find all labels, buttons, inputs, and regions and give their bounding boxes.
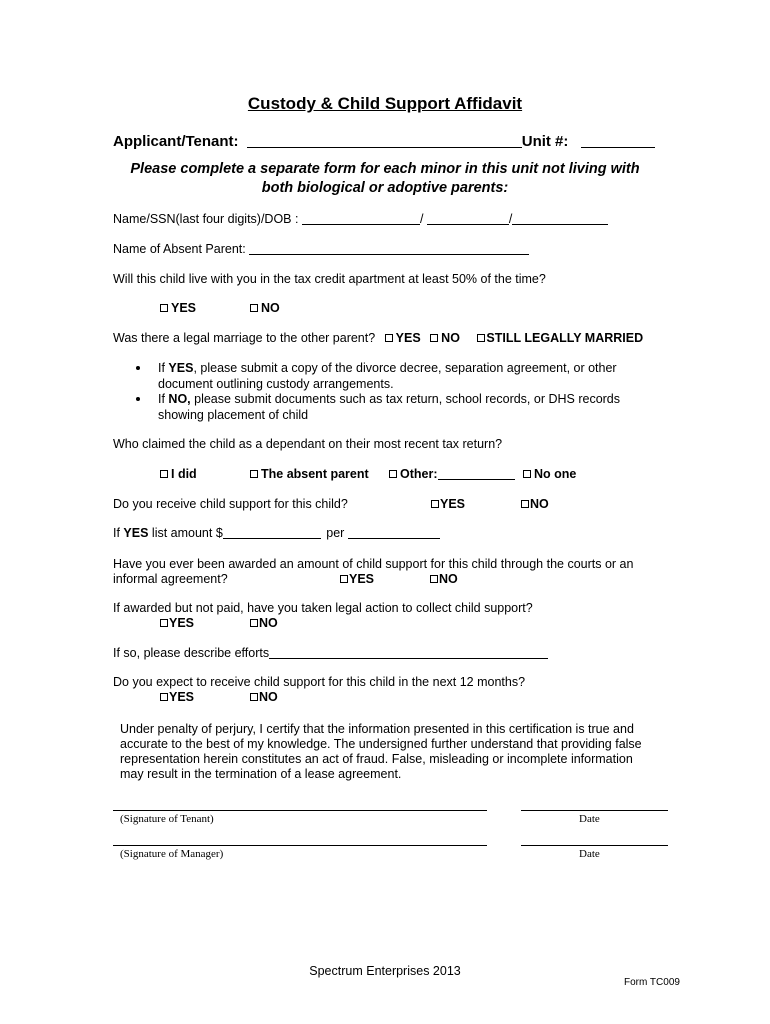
question-support: Do you receive child support for this child?	[113, 497, 348, 511]
option-label: YES	[169, 690, 195, 704]
perjury-line: may result in the termination of a lease agreement.	[120, 767, 402, 781]
unit-field[interactable]	[581, 147, 655, 148]
question-marriage	[113, 331, 643, 345]
applicant-row	[113, 133, 655, 150]
claimed-no-one-option[interactable]	[523, 467, 576, 481]
tenant-signature-label: (Signature of Tenant)	[120, 813, 214, 825]
form-title: Custody & Child Support Affidavit	[247, 94, 523, 113]
bullet-no	[158, 392, 620, 423]
option-label: I did	[171, 467, 197, 481]
checkbox-icon[interactable]	[430, 575, 438, 583]
applicant-label: Applicant/Tenant:	[113, 133, 239, 150]
claimed-absent-parent-option[interactable]	[250, 467, 369, 481]
option-label: NO	[259, 690, 278, 704]
checkbox-icon[interactable]	[340, 575, 348, 583]
bullet-text: , please submit a copy of the divorce decree, separation agreement, or other	[193, 361, 617, 375]
slash-2: /	[508, 212, 513, 226]
checkbox-icon[interactable]	[250, 470, 258, 478]
question-awarded-line-1: Have you ever been awarded an amount of child support for this child through the courts or an	[113, 557, 634, 571]
option-label: NO	[259, 616, 278, 630]
checkbox-icon[interactable]	[523, 470, 531, 478]
legal-yes-option[interactable]	[160, 616, 194, 630]
absent-parent-label: Name of Absent Parent:	[113, 242, 246, 256]
marriage-yes-option[interactable]	[385, 331, 421, 345]
claimed-other-option[interactable]	[389, 467, 515, 481]
checkbox-icon[interactable]	[160, 693, 168, 701]
bullet-text: document outlining custody arrangements.	[158, 376, 394, 391]
amount-text: list amount $	[148, 526, 223, 540]
ssn-field[interactable]	[427, 224, 509, 225]
option-label: YES	[349, 572, 375, 586]
describe-row	[113, 646, 548, 660]
amount-row	[113, 526, 440, 540]
unit-label: Unit #:	[521, 133, 569, 150]
bullet-yes	[158, 361, 620, 392]
awarded-no-option[interactable]	[430, 572, 458, 586]
expect-no-option[interactable]	[250, 690, 278, 704]
manager-signature-label: (Signature of Manager)	[120, 848, 224, 860]
option-label: YES	[169, 616, 195, 630]
perjury-line: representation herein constitutes an act of fraud. False, misleading or incomplete information	[120, 752, 633, 766]
applicant-field[interactable]	[247, 147, 522, 148]
manager-signature-line[interactable]	[113, 845, 487, 846]
bullet-text: please submit documents such as tax return, school records, or DHS records	[190, 392, 621, 406]
option-label: The absent parent	[261, 467, 369, 481]
live-no-option[interactable]	[250, 301, 280, 315]
question-legal-action: If awarded but not paid, have you taken legal action to collect child support?	[113, 601, 533, 615]
perjury-line: Under penalty of perjury, I certify that the information presented in this certification is true and	[120, 722, 634, 736]
option-label: Other:	[400, 467, 438, 481]
option-label: STILL LEGALLY MARRIED	[486, 331, 644, 345]
marriage-question-text: Was there a legal marriage to the other parent?	[113, 331, 376, 345]
option-label: NO	[441, 331, 460, 345]
marriage-no-option[interactable]	[430, 331, 460, 345]
option-label: NO	[530, 497, 549, 511]
live-yes-option[interactable]	[160, 301, 196, 315]
checkbox-icon[interactable]	[160, 619, 168, 627]
tenant-signature-line[interactable]	[113, 810, 487, 811]
manager-date-line[interactable]	[521, 845, 668, 846]
amount-text: If	[113, 526, 124, 540]
instruction-line-2: both biological or adoptive parents:	[261, 180, 509, 196]
bullet-icon	[136, 366, 140, 370]
absent-parent-field[interactable]	[249, 254, 529, 255]
expect-yes-option[interactable]	[160, 690, 194, 704]
checkbox-icon[interactable]	[385, 334, 393, 342]
option-label: YES	[440, 497, 466, 511]
question-awarded-text: informal agreement?	[113, 572, 228, 586]
perjury-line: accurate to the best of my knowledge. The undersigned further understand that providing false	[120, 737, 642, 751]
bullet-icon	[136, 397, 140, 401]
instruction	[0, 160, 770, 198]
tenant-date-line[interactable]	[521, 810, 668, 811]
option-label: YES	[395, 331, 421, 345]
name-field[interactable]	[302, 224, 420, 225]
amount-bold: YES	[123, 526, 149, 540]
checkbox-icon[interactable]	[521, 500, 529, 508]
checkbox-icon[interactable]	[160, 304, 168, 312]
bullet-text: If	[158, 361, 169, 375]
option-label: No one	[534, 467, 577, 481]
checkbox-icon[interactable]	[160, 470, 168, 478]
question-live: Will this child live with you in the tax credit apartment at least 50% of the time?	[113, 272, 546, 286]
per-label: per	[326, 526, 345, 540]
awarded-yes-option[interactable]	[340, 572, 374, 586]
legal-no-option[interactable]	[250, 616, 278, 630]
footer-company: Spectrum Enterprises 2013	[309, 964, 461, 978]
form-number: Form TC009	[624, 977, 680, 988]
tenant-date-label: Date	[579, 813, 600, 825]
perjury-statement	[120, 722, 642, 782]
option-label: NO	[261, 301, 280, 315]
checkbox-icon[interactable]	[431, 500, 439, 508]
checkbox-icon[interactable]	[477, 334, 485, 342]
describe-field[interactable]	[269, 658, 548, 659]
describe-label: If so, please describe efforts	[113, 646, 270, 660]
name-ssn-label: Name/SSN(last four digits)/DOB :	[113, 212, 299, 226]
instructions-list	[158, 361, 620, 423]
checkbox-icon[interactable]	[389, 470, 397, 478]
manager-date-label: Date	[579, 848, 600, 860]
bullet-text: If	[158, 392, 169, 406]
amount-field[interactable]	[223, 538, 321, 539]
slash-1: /	[419, 212, 424, 226]
question-expect: Do you expect to receive child support for this child in the next 12 months?	[113, 675, 526, 689]
instruction-line-1: Please complete a separate form for each minor in this unit not living with	[130, 161, 640, 177]
per-field[interactable]	[348, 538, 440, 539]
option-label: NO	[439, 572, 458, 586]
bullet-bold: NO,	[168, 392, 191, 406]
support-yes-option[interactable]	[431, 497, 465, 511]
dob-field[interactable]	[512, 224, 608, 225]
bullet-bold: YES	[168, 361, 194, 375]
support-no-option[interactable]	[521, 497, 549, 511]
other-field[interactable]	[438, 479, 515, 480]
absent-parent-row	[113, 242, 529, 256]
name-ssn-row	[113, 212, 608, 226]
bullet-text: showing placement of child	[158, 407, 309, 422]
checkbox-icon[interactable]	[250, 304, 258, 312]
checkbox-icon[interactable]	[430, 334, 438, 342]
question-claimed: Who claimed the child as a dependant on their most recent tax return?	[113, 437, 503, 451]
marriage-still-married-option[interactable]	[477, 331, 643, 345]
option-label: YES	[171, 301, 197, 315]
checkbox-icon[interactable]	[250, 619, 258, 627]
checkbox-icon[interactable]	[250, 693, 258, 701]
claimed-i-did-option[interactable]	[160, 467, 197, 481]
